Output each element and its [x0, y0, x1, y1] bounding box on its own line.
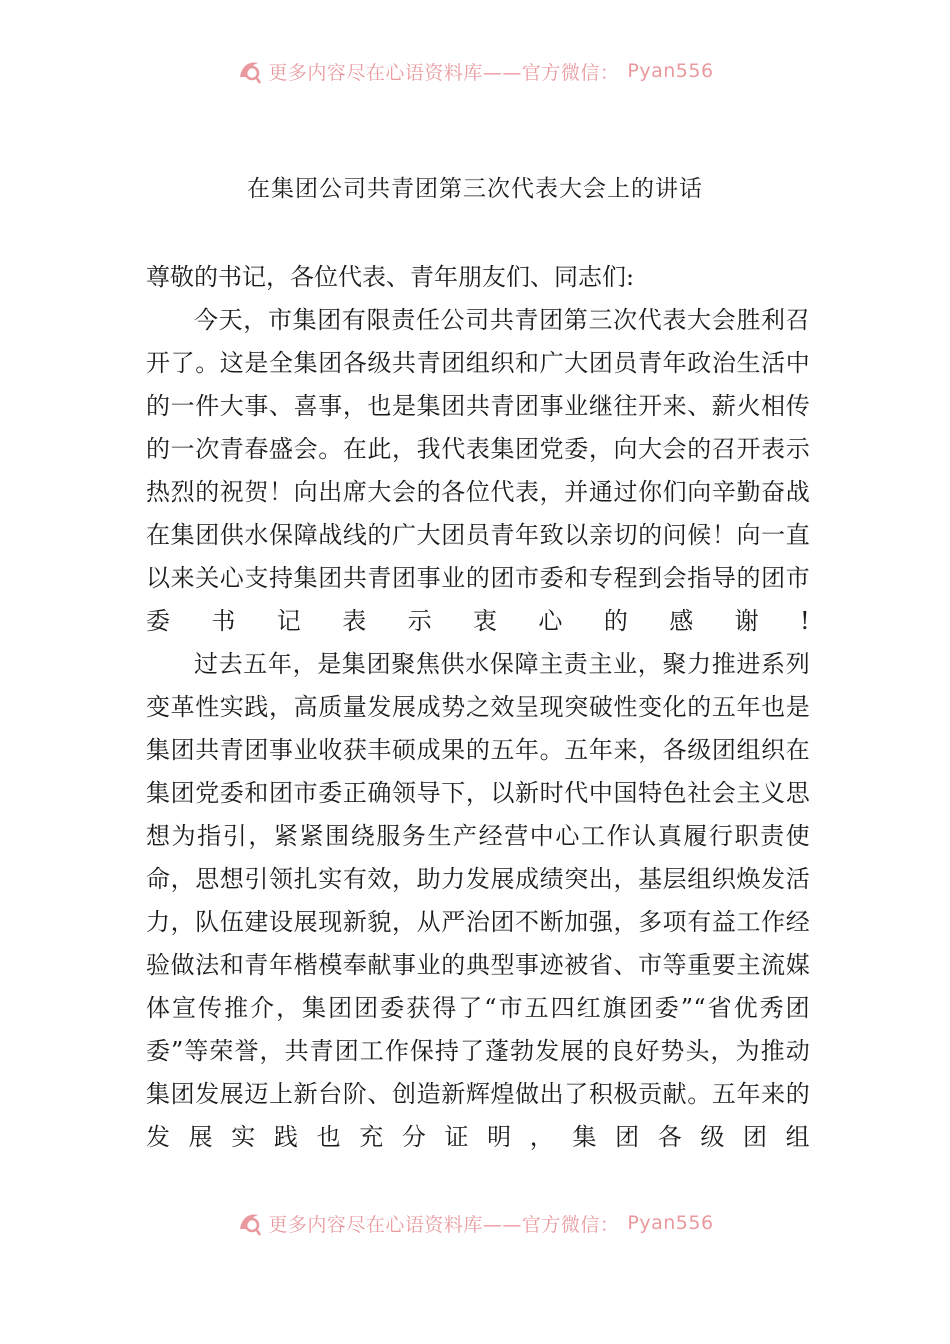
watermark-code: Pyan556: [627, 1212, 714, 1234]
paragraph-opening: 今天，市集团有限责任公司共青团第三次代表大会胜利召开了。这是全集团各级共青团组织和广大团员青年政治生活中的一件大事、喜事，也是集团共青团事业继往开来、薪火相传的一次青春盛会。在此，我代表集团党委，向大会的召开表示热烈的祝贺！向出席大会的各位代表，并通过你们向辛勤奋战在集团供水保障战线的广大团员青年致以亲切的问候！向一直以来关心支持集团共青团事业的团市委和专程到会指导的团市委书记表示衷心的感谢!: [146, 306, 810, 635]
watermark-code: Pyan556: [627, 60, 714, 82]
watermark-logo-icon: [236, 57, 264, 85]
watermark-text: 更多内容尽在心语资料库——官方微信：: [268, 1213, 620, 1236]
watermark-logo-icon: [236, 1209, 264, 1237]
salutation: 尊敬的书记，各位代表、青年朋友们、同志们:: [146, 263, 635, 291]
document-body: [146, 256, 810, 1159]
watermark-text: 更多内容尽在心语资料库——官方微信：: [268, 61, 620, 84]
watermark-footer: [0, 1208, 950, 1238]
document-title: 在集团公司共青团第三次代表大会上的讲话: [247, 176, 703, 202]
watermark-header: [0, 56, 950, 86]
paragraph-review: 过去五年，是集团聚焦供水保障主责主业，聚力推进系列变革性实践，高质量发展成势之效呈现突破性变化的五年也是集团共青团事业收获丰硕成果的五年。五年来，各级团组织在集团党委和团市委正确领导下，以新时代中国特色社会主义思想为指引，紧紧围绕服务生产经营中心工作认真履行职责使命，思想引领扎实有效，助力发展成绩突出，基层组织焕发活力，队伍建设展现新貌，从严治团不断加强，多项有益工作经验做法和青年楷模奉献事业的典型事迹被省、市等重要主流媒体宣传推介，集团团委获得了“市五四红旗团委”“省优秀团委”等荣誉，共青团工作保持了蓬勃发展的良好势头，为推动集团发展迈上新台阶、创造新辉煌做出了积极贡献。五年来的发展实践也充分证明，集团各级团组: [146, 650, 810, 1151]
